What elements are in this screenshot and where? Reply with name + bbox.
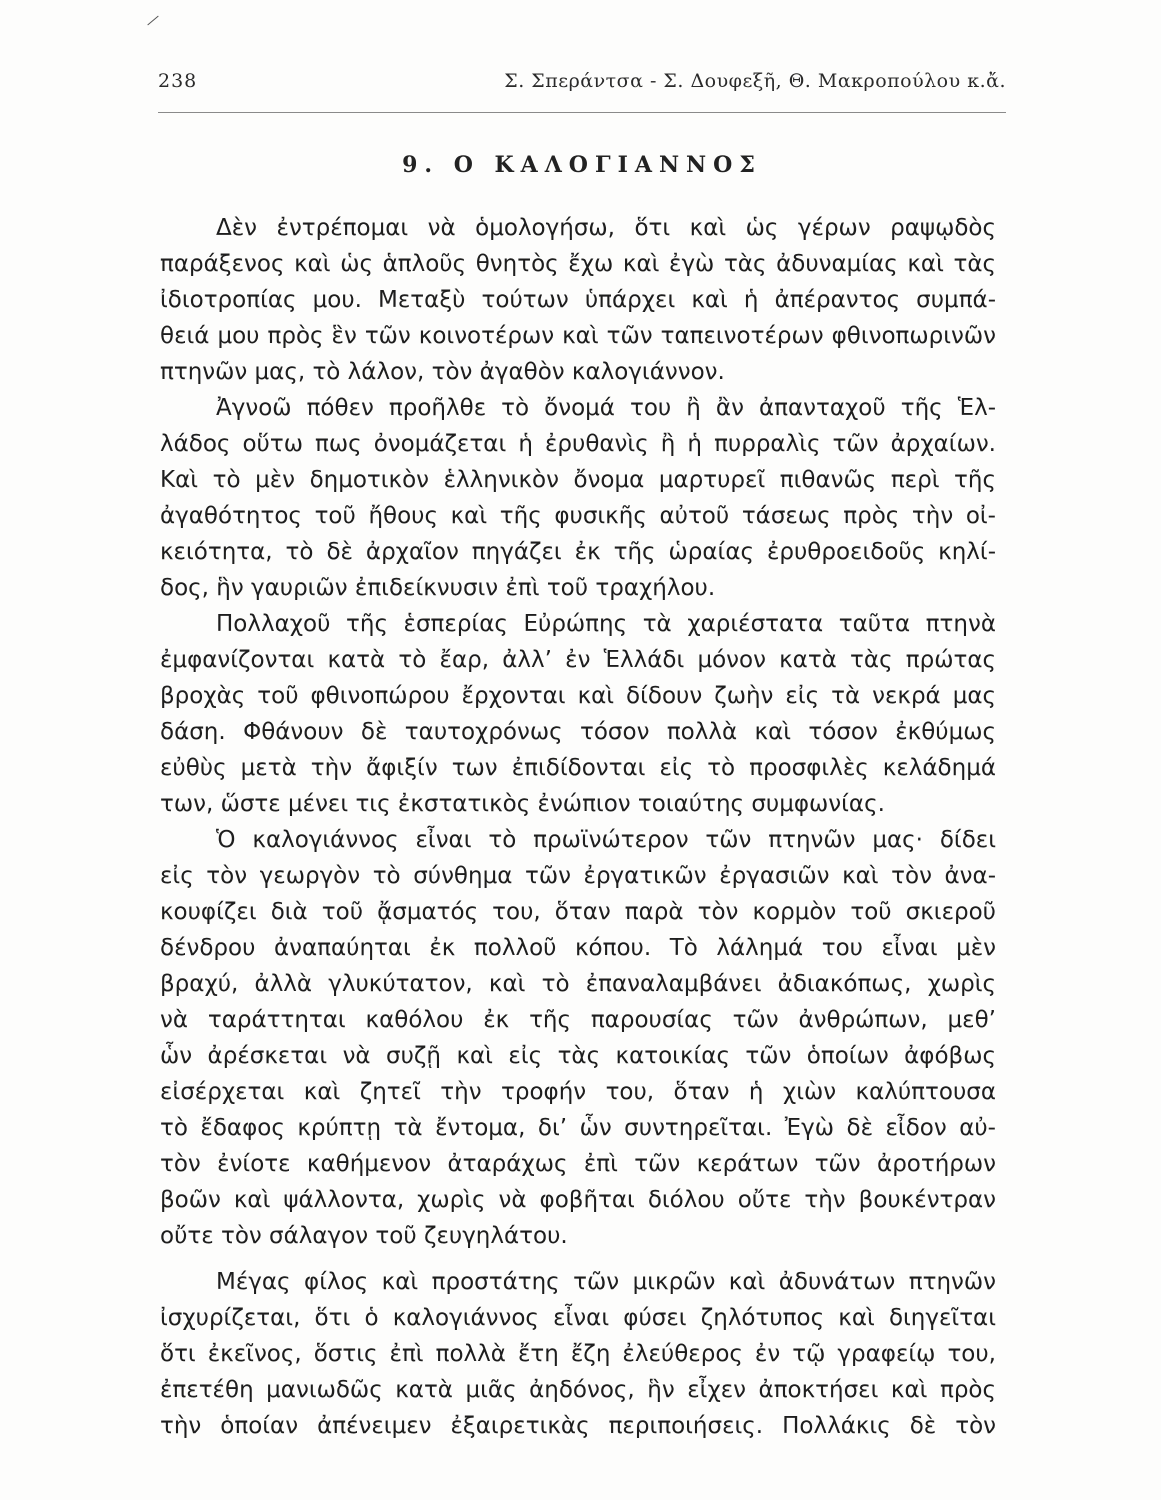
chapter-title: 9. Ο ΚΑΛΟΓΙΑΝΝΟΣ [402, 152, 762, 178]
pencil-mark [147, 16, 158, 26]
text-line: ἰσχυρίζεται, ὅτι ὁ καλογιάννος εἶναι φύσει ζηλότυπος καὶ διηγεῖται [160, 1305, 996, 1331]
text-line: λάδος οὕτω πως ὀνομάζεται ἡ ἐρυθανὶς ἢ ἡ πυρραλὶς τῶν ἀρχαίων. [160, 431, 996, 457]
text-line: τὸ ἔδαφος κρύπτῃ τὰ ἔντομα, δι’ ὧν συντηρεῖται. Ἐγὼ δὲ εἶδον αὐ- [160, 1115, 996, 1141]
text-line: δένδρου ἀναπαύηται ἐκ πολλοῦ κόπου. Τὸ λάλημά του εἶναι μὲν [160, 935, 996, 961]
text-line: οὔτε τὸν σάλαγον τοῦ ζευγηλάτου. [160, 1223, 568, 1249]
paragraph [160, 210, 996, 390]
text-line: ἀγαθότητος τοῦ ἤθους καὶ τῆς φυσικῆς αὐτοῦ τάσεως πρὸς τὴν οἰ- [160, 503, 996, 529]
text-line: Μέγας φίλος καὶ προστάτης τῶν μικρῶν καὶ ἀδυνάτων πτηνῶν [216, 1269, 996, 1295]
text-line: βροχὰς τοῦ φθινοπώρου ἔρχονται καὶ δίδουν ζωὴν εἰς τὰ νεκρά μας [160, 683, 996, 709]
text-line: κουφίζει διὰ τοῦ ᾄσματός του, ὅταν παρὰ τὸν κορμὸν τοῦ σκιεροῦ [160, 899, 996, 925]
text-line: εὐθὺς μετὰ τὴν ἄφιξίν των ἐπιδίδονται εἰς τὸ προσφιλὲς κελάδημά [160, 755, 996, 781]
text-line: δάση. Φθάνουν δὲ ταυτοχρόνως τόσον πολλὰ καὶ τόσον ἐκθύμως [160, 719, 996, 745]
text-line: εἰς τὸν γεωργὸν τὸ σύνθημα τῶν ἐργατικῶν ἐργασιῶν καὶ τὸν ἀνα- [160, 863, 996, 889]
text-line: δος, ἣν γαυριῶν ἐπιδείκνυσιν ἐπὶ τοῦ τραχήλου. [160, 575, 716, 601]
text-line: ὅτι ἐκεῖνος, ὅστις ἐπὶ πολλὰ ἔτη ἔζη ἐλεύθερος ἐν τῷ γραφείῳ του, [160, 1341, 996, 1367]
text-line: ἐπετέθη μανιωδῶς κατὰ μιᾶς ἀηδόνος, ἣν εἶχεν ἀποκτήσει καὶ πρὸς [160, 1377, 996, 1403]
text-line: τὴν ὁποίαν ἀπένειμεν ἐξαιρετικὰς περιποιήσεις. Πολλάκις δὲ τὸν [160, 1413, 996, 1439]
page-number: 238 [158, 70, 198, 92]
page-header [158, 70, 1006, 100]
text-line: ὧν ἀρέσκεται νὰ συζῇ καὶ εἰς τὰς κατοικίας τῶν ὁποίων ἀφόβως [160, 1043, 996, 1069]
paragraph [160, 1264, 996, 1444]
paragraph [160, 606, 996, 822]
text-line: των, ὥστε μένει τις ἐκστατικὸς ἐνώπιον τοιαύτης συμφωνίας. [160, 791, 885, 817]
paragraph [160, 390, 996, 606]
paragraph-gap [160, 1254, 996, 1264]
text-line: Πολλαχοῦ τῆς ἑσπερίας Εὐρώπης τὰ χαριέστατα ταῦτα πτηνὰ [216, 611, 996, 637]
text-line: κειότητα, τὸ δὲ ἀρχαῖον πηγάζει ἐκ τῆς ὡραίας ἐρυθροειδοῦς κηλί- [160, 539, 996, 565]
text-line: ἰδιοτροπίας μου. Μεταξὺ τούτων ὑπάρχει καὶ ἡ ἀπέραντος συμπά- [160, 287, 996, 313]
text-line: Ὁ καλογιάννος εἶναι τὸ πρωϊνώτερον τῶν πτηνῶν μας· δίδει [216, 827, 996, 853]
paragraph [160, 822, 996, 1254]
text-line: νὰ ταράττηται καθόλου ἐκ τῆς παρουσίας τῶν ἀνθρώπων, μεθ’ [160, 1007, 996, 1033]
text-line: βοῶν καὶ ψάλλοντα, χωρὶς νὰ φοβῆται διόλου οὔτε τὴν βουκέντραν [160, 1187, 996, 1213]
header-rule [158, 112, 1006, 113]
text-line: θειά μου πρὸς ἓν τῶν κοινοτέρων καὶ τῶν ταπεινοτέρων φθινοπωρινῶν [160, 323, 996, 349]
text-line: Ἀγνοῶ πόθεν προῆλθε τὸ ὄνομά του ἢ ἂν ἀπανταχοῦ τῆς Ἑλ- [216, 395, 996, 421]
text-line: τὸν ἐνίοτε καθήμενον ἀταράχως ἐπὶ τῶν κεράτων τῶν ἀροτήρων [160, 1151, 996, 1177]
text-line: Καὶ τὸ μὲν δημοτικὸν ἑλληνικὸν ὄνομα μαρτυρεῖ πιθανῶς περὶ τῆς [160, 467, 996, 493]
running-head: Σ. Σπεράντσα - Σ. Δουφεξῆ, Θ. Μακροπούλου κ.ἄ. [504, 70, 1006, 92]
text-line: ἐμφανίζονται κατὰ τὸ ἔαρ, ἀλλ’ ἐν Ἑλλάδι μόνον κατὰ τὰς πρώτας [160, 647, 996, 673]
text-line: παράξενος καὶ ὡς ἁπλοῦς θνητὸς ἔχω καὶ ἐγὼ τὰς ἀδυναμίας καὶ τὰς [160, 251, 996, 277]
text-line: εἰσέρχεται καὶ ζητεῖ τὴν τροφήν του, ὅταν ἡ χιὼν καλύπτουσα [160, 1079, 996, 1105]
text-line: βραχύ, ἀλλὰ γλυκύτατον, καὶ τὸ ἐπαναλαμβάνει ἀδιακόπως, χωρὶς [160, 971, 996, 997]
text-line: πτηνῶν μας, τὸ λάλον, τὸν ἀγαθὸν καλογιάννον. [160, 359, 725, 385]
body-text [160, 210, 996, 1444]
text-line: Δὲν ἐντρέπομαι νὰ ὁμολογήσω, ὅτι καὶ ὡς γέρων ραψῳδὸς [216, 215, 996, 241]
